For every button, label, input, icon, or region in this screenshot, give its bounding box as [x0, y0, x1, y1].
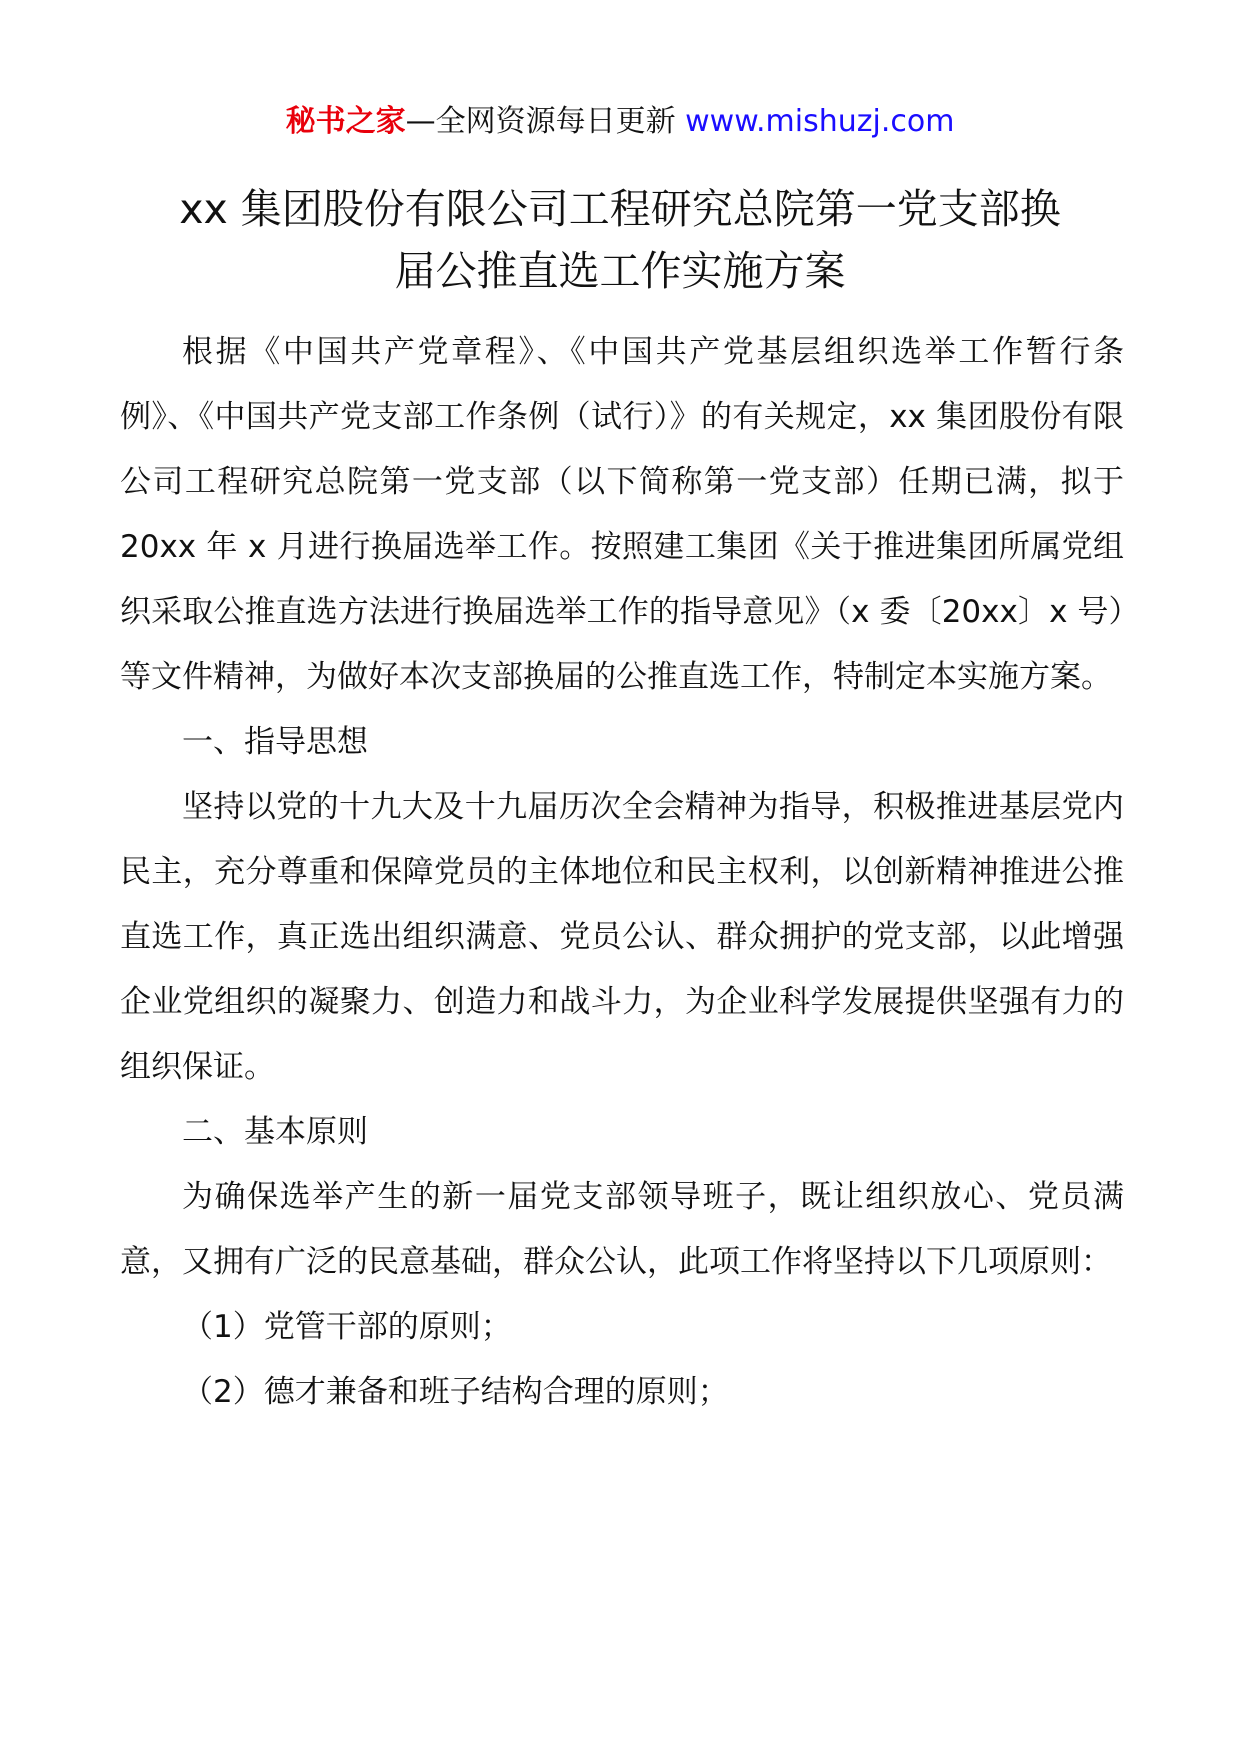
principle-item-2: （2）德才兼备和班子结构合理的原则；: [182, 1374, 729, 1410]
document-body: [120, 320, 1124, 1425]
header-url[interactable]: www.mishuzj.com: [685, 104, 955, 139]
principle-item-1: （1）党管干部的原则；: [182, 1309, 512, 1345]
brand-name: 秘书之家: [285, 104, 406, 139]
section-heading-guiding-ideology: 一、指导思想: [182, 724, 368, 760]
header-tagline: —全网资源每日更新: [405, 104, 686, 139]
document-title: [120, 178, 1120, 302]
basic-principles-paragraph: 为确保选举产生的新一届党支部领导班子，既让组织放心、党员满意，又拥有广泛的民意基础，群众公认，此项工作将坚持以下几项原则：: [120, 1179, 1124, 1280]
guiding-ideology-paragraph: 坚持以党的十九大及十九届历次全会精神为指导，积极推进基层党内民主，充分尊重和保障党员的主体地位和民主权利，以创新精神推进公推直选工作，真正选出组织满意、党员公认、群众拥护的党支部，以此增强企业党组织的凝聚力、创造力和战斗力，为企业科学发展提供坚强有力的组织保证。: [120, 789, 1124, 1085]
intro-paragraph: 根据《中国共产党章程》、《中国共产党基层组织选举工作暂行条例》、《中国共产党支部工作条例（试行）》的有关规定，xx 集团股份有限公司工程研究总院第一党支部（以下简称第一党支部）任期已满，拟于 20xx 年 x 月进行换届选举工作。按照建工集团《关于推进集团所属党组织采取公推直选方法进行换届选举工作的指导意见》（x 委〔20xx〕x 号）等文件精神，为做好本次支部换届的公推直选工作，特制定本实施方案。: [120, 334, 1124, 695]
section-heading-basic-principles: 二、基本原则: [182, 1114, 368, 1150]
title-line-1: xx 集团股份有限公司工程研究总院第一党支部换: [179, 185, 1061, 233]
title-line-2: 届公推直选工作实施方案: [394, 247, 846, 295]
site-header: [0, 100, 1240, 144]
